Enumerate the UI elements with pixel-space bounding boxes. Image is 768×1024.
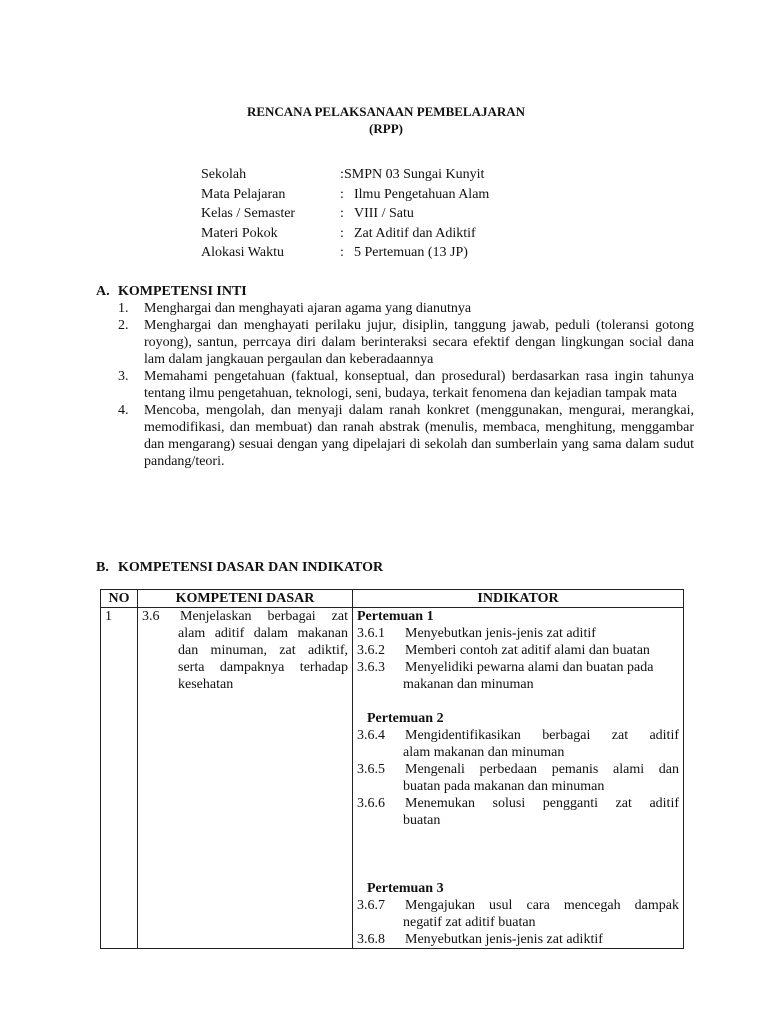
info-colon: : bbox=[340, 167, 344, 182]
indikator-continuation: buatan bbox=[403, 813, 441, 828]
section-title: KOMPETENSI DASAR DAN INDIKATOR bbox=[118, 560, 384, 575]
indikator-code: 3.6.1 bbox=[357, 626, 385, 641]
indikator-item bbox=[357, 727, 679, 744]
list-number: 1. bbox=[118, 301, 129, 316]
document-title: RENCANA PELAKSANAAN PEMBELAJARAN bbox=[246, 104, 526, 119]
section-letter: A. bbox=[96, 284, 110, 299]
indikator-code: 3.6.6 bbox=[357, 796, 385, 811]
cell-indikator bbox=[353, 608, 684, 949]
info-value: Zat Aditif dan Adiktif bbox=[354, 225, 476, 241]
list-text: Menghargai dan menghayati perilaku jujur, disiplin, tanggung jawab, peduli (toleransi gotong royong), santun, perrcaya diri dalam berinteraksi secara efektif dengan lingkungan social dana lam dalam jangkauan pergaulan dan keberadaannya bbox=[144, 318, 694, 367]
pertemuan-title: Pertemuan 1 bbox=[357, 609, 434, 624]
indikator-code: 3.6.8 bbox=[357, 932, 385, 947]
indikator-text: Menyebutkan jenis-jenis zat adiktif bbox=[405, 932, 603, 947]
info-value: Ilmu Pengetahuan Alam bbox=[354, 186, 490, 202]
list-text: Menghargai dan menghayati ajaran agama yang dianutnya bbox=[144, 301, 472, 316]
kd-first-line bbox=[142, 608, 348, 625]
indikator-code: 3.6.5 bbox=[357, 762, 385, 777]
info-row-materi-pokok bbox=[201, 225, 601, 245]
indikator-item bbox=[357, 897, 679, 914]
indikator-code: 3.6.2 bbox=[357, 643, 385, 658]
indikator-code: 3.6.3 bbox=[357, 660, 385, 675]
info-value: 5 Pertemuan (13 JP) bbox=[354, 245, 468, 260]
indikator-text: Menemukan solusi pengganti zat aditif bbox=[405, 796, 679, 811]
indikator-text: Menyelidiki pewarna alami dan buatan pada bbox=[405, 660, 654, 675]
info-colon: : bbox=[340, 225, 344, 241]
section-letter: B. bbox=[96, 560, 109, 575]
info-value: SMPN 03 Sungai Kunyit bbox=[344, 167, 485, 182]
identity-block bbox=[201, 166, 601, 264]
list-number: 4. bbox=[118, 403, 129, 418]
table-header-row bbox=[101, 590, 684, 608]
row-number: 1 bbox=[105, 609, 112, 624]
indikator-continuation: makanan dan minuman bbox=[403, 677, 534, 692]
pertemuan-title: Pertemuan 3 bbox=[367, 881, 444, 896]
pertemuan-title: Pertemuan 2 bbox=[367, 711, 444, 726]
indikator-item bbox=[357, 625, 679, 642]
pertemuan-items bbox=[357, 727, 679, 829]
indikator-item bbox=[357, 931, 679, 948]
info-row-sekolah bbox=[201, 166, 601, 186]
indikator-continuation: negatif zat aditif buatan bbox=[403, 915, 536, 930]
list-number: 2. bbox=[118, 318, 129, 333]
info-row-alokasi-waktu bbox=[201, 244, 601, 264]
indikator-continuation: alam makanan dan minuman bbox=[403, 745, 565, 760]
indikator-text: Menyebutkan jenis-jenis zat aditif bbox=[405, 626, 596, 641]
indikator-continuation: buatan pada makanan dan minuman bbox=[403, 779, 605, 794]
info-label: Kelas / Semaster bbox=[201, 206, 296, 221]
header-indikator: INDIKATOR bbox=[353, 590, 684, 608]
section-b-heading bbox=[96, 559, 383, 576]
list-item bbox=[118, 368, 694, 402]
info-colon: : bbox=[340, 186, 344, 202]
list-number: 3. bbox=[118, 369, 129, 384]
info-colon: : bbox=[340, 245, 344, 260]
list-item bbox=[118, 402, 694, 470]
kd-code: 3.6 bbox=[142, 609, 160, 624]
kd-rest-text: alam aditif dalam makanan dan minuman, zat adiktif, serta dampaknya terhadap kesehatan bbox=[178, 626, 348, 692]
table-row bbox=[101, 608, 684, 949]
list-text: Memahami pengetahuan (faktual, konseptual, dan prosedural) berdasarkan rasa ingin tahunya tentang ilmu pengetahuan, teknologi, seni, budaya, terkait fenomena dan kejadian tampak mata bbox=[144, 369, 694, 401]
indikator-item bbox=[357, 659, 679, 676]
list-item bbox=[118, 300, 694, 317]
kompetensi-inti-list bbox=[118, 300, 694, 470]
section-title: KOMPETENSI INTI bbox=[118, 284, 247, 299]
info-label: Sekolah bbox=[201, 167, 247, 182]
pertemuan-items bbox=[357, 897, 679, 948]
document-subtitle: (RPP) bbox=[369, 121, 403, 136]
pertemuan-block bbox=[357, 710, 679, 727]
info-colon: : bbox=[340, 206, 344, 221]
kompetensi-table bbox=[100, 589, 684, 949]
cell-no bbox=[101, 608, 138, 949]
pertemuan-block bbox=[357, 608, 679, 693]
info-label: Mata Pelajaran bbox=[201, 186, 286, 202]
indikator-item bbox=[357, 795, 679, 812]
info-label: Alokasi Waktu bbox=[201, 245, 284, 260]
indikator-item bbox=[357, 642, 679, 659]
indikator-text: Memberi contoh zat aditif alami dan buatan bbox=[405, 643, 650, 658]
indikator-code: 3.6.4 bbox=[357, 728, 385, 743]
header-no: NO bbox=[101, 590, 138, 608]
indikator-code: 3.6.7 bbox=[357, 898, 385, 913]
pertemuan-block bbox=[357, 880, 679, 897]
info-row-kelas-semester bbox=[201, 205, 601, 225]
list-item bbox=[118, 317, 694, 368]
indikator-text: Mengajukan usul cara mencegah dampak bbox=[405, 898, 679, 913]
kd-first-text: Menjelaskan berbagai zat bbox=[180, 609, 348, 624]
info-value: VIII / Satu bbox=[354, 206, 414, 221]
indikator-item bbox=[357, 761, 679, 778]
list-text: Mencoba, mengolah, dan menyaji dalam ranah konkret (menggunakan, mengurai, merangkai, memodifikasi, dan membuat) dan ranah abstrak (menulis, membaca, menghitung, menggambar dan mengarang) sesuai dengan yang dipelajari di sekolah dan sumberlain yang sama dalam sudut pandang/teori. bbox=[144, 403, 694, 469]
info-label: Materi Pokok bbox=[201, 225, 278, 241]
indikator-text: Mengenali perbedaan pemanis alami dan bbox=[405, 762, 679, 777]
cell-kompetensi-dasar bbox=[138, 608, 353, 949]
section-a-heading bbox=[96, 283, 247, 300]
info-row-mata-pelajaran bbox=[201, 186, 601, 206]
header-kompetensi-dasar: KOMPETENI DASAR bbox=[138, 590, 353, 608]
indikator-text: Mengidentifikasikan berbagai zat aditif bbox=[405, 728, 679, 743]
